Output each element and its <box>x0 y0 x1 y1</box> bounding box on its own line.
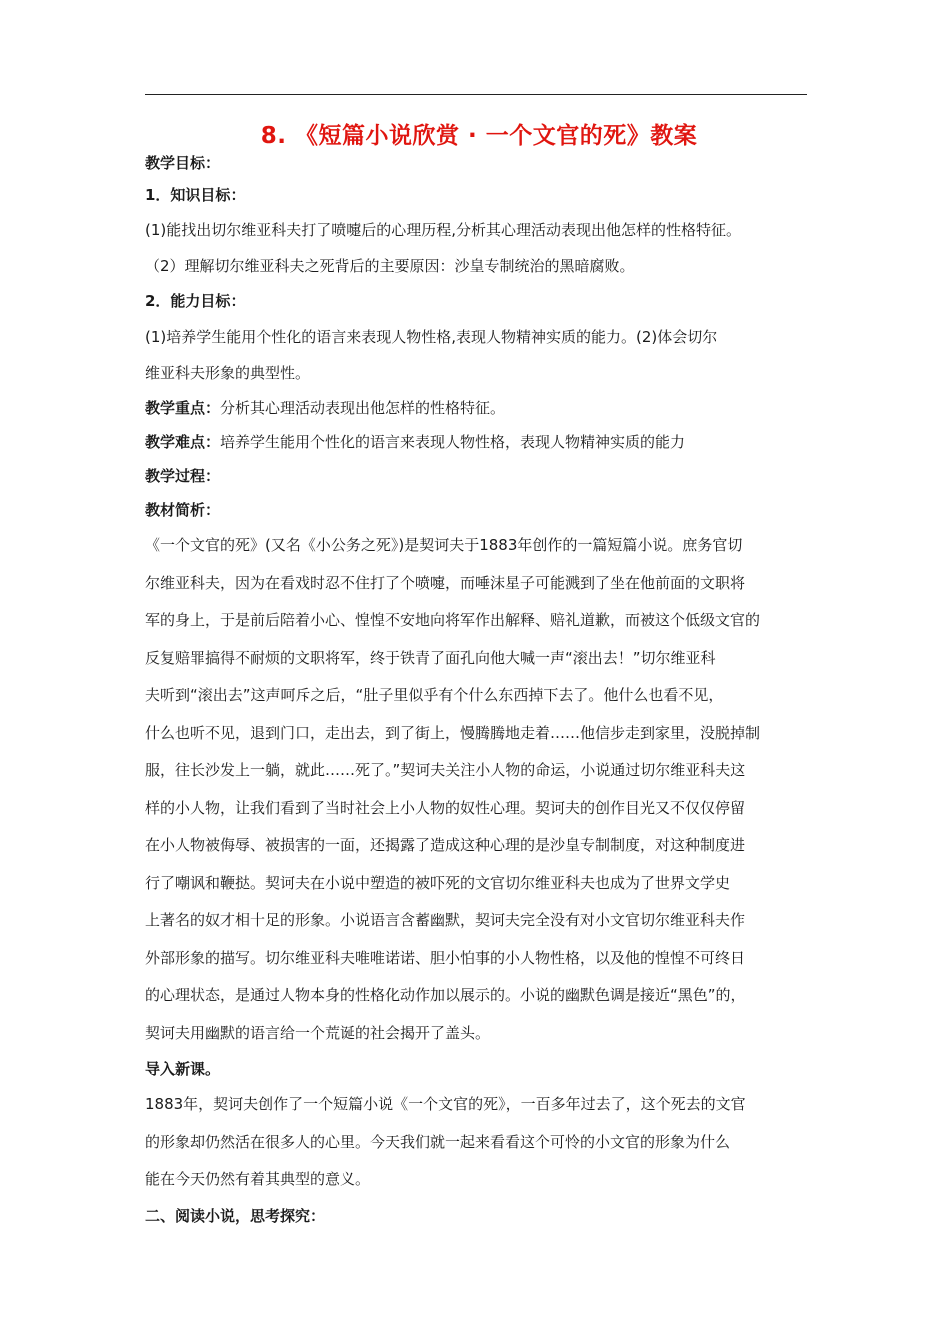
header-rule <box>145 94 807 95</box>
analysis-line: 上著名的奴才相十足的形象。小说语言含蓄幽默，契诃夫完全没有对小文官切尔维亚科夫作 <box>145 911 746 929</box>
knowledge-item-1: (1)能找出切尔维亚科夫打了喷嚏后的心理历程,分析其心理活动表现出他怎样的性格特征。 <box>145 221 742 239</box>
knowledge-item-2: （2）理解切尔维亚科夫之死背后的主要原因：沙皇专制统治的黑暗腐败。 <box>145 257 635 275</box>
analysis-line: 样的小人物，让我们看到了当时社会上小人物的奴性心理。契诃夫的创作目光又不仅仅停留 <box>145 798 746 817</box>
intro-paragraph <box>145 1086 813 1199</box>
knowledge-goals-heading: 1．知识目标： <box>145 186 246 204</box>
document-title: 8. 《短篇小说欣赏 · 一个文官的死》教案 <box>260 123 698 149</box>
analysis-line: 什么也听不见，退到门口，走出去，到了街上，慢腾腾地走着……他信步走到家里，没脱掉制 <box>145 723 761 742</box>
analysis-heading: 教材简析： <box>145 501 221 519</box>
analysis-line: 尔维亚科夫，因为在看戏时忍不住打了个喷嚏，而唾沫星子可能溅到了坐在他前面的文职将 <box>145 573 746 592</box>
analysis-paragraph <box>145 527 813 1052</box>
document-page <box>145 118 813 1233</box>
difficulty-text: 培养学生能用个性化的语言来表现人物性格，表现人物精神实质的能力 <box>220 433 686 451</box>
reading-heading: 二、阅读小说，思考探究： <box>145 1206 326 1225</box>
analysis-line: 服，往长沙发上一躺，就此……死了。”契诃夫关注小人物的命运，小说通过切尔维亚科夫这 <box>145 761 746 779</box>
ability-item-line-1: (1)培养学生能用个性化的语言来表现人物性格,表现人物精神实质的能力。(2)体会切尔 <box>145 328 718 346</box>
difficulty-label: 教学难点： <box>145 433 221 451</box>
analysis-line: 在小人物被侮辱、被损害的一面，还揭露了造成这种心理的是沙皇专制制度，对这种制度进 <box>145 836 746 854</box>
process-heading: 教学过程： <box>145 467 221 485</box>
teaching-goals-heading: 教学目标： <box>145 154 221 172</box>
intro-line: 能在今天仍然有着其典型的意义。 <box>145 1170 371 1188</box>
analysis-line: 反复赔罪搞得不耐烦的文职将军，终于铁青了面孔向他大喊一声“滚出去！”切尔维亚科 <box>145 648 716 667</box>
analysis-line: 夫听到“滚出去”这声呵斥之后，“肚子里似乎有个什么东西掉下去了。他什么也看不见， <box>145 686 724 704</box>
analysis-line: 的心理状态，是通过人物本身的性格化动作加以展示的。小说的幽默色调是接近“黑色”的， <box>145 986 746 1004</box>
key-point-text: 分析其心理活动表现出他怎样的性格特征。 <box>220 399 506 417</box>
intro-line: 的形象却仍然活在很多人的心里。今天我们就一起来看看这个可怜的小文官的形象为什么 <box>145 1132 731 1151</box>
analysis-line: 军的身上，于是前后陪着小心、惶惶不安地向将军作出解释、赔礼道歉，而被这个低级文官的 <box>145 611 761 629</box>
analysis-line: 《一个文官的死》(又名《小公务之死》)是契诃夫于1883年创作的一篇短篇小说。庶务官切 <box>145 536 743 554</box>
key-point <box>145 391 813 425</box>
difficulty <box>145 425 813 459</box>
intro-heading: 导入新课。 <box>145 1060 221 1078</box>
intro-line: 1883年，契诃夫创作了一个短篇小说《一个文官的死》，一百多年过去了，这个死去的文官 <box>145 1095 746 1113</box>
ability-item-line-2: 维亚科夫形象的典型性。 <box>145 364 311 382</box>
analysis-line: 行了嘲讽和鞭挞。契诃夫在小说中塑造的被吓死的文官切尔维亚科夫也成为了世界文学史 <box>145 873 731 892</box>
ability-goals-heading: 2．能力目标： <box>145 292 246 310</box>
key-point-label: 教学重点： <box>145 399 221 417</box>
analysis-line: 契诃夫用幽默的语言给一个荒诞的社会揭开了盖头。 <box>145 1023 491 1042</box>
analysis-line: 外部形象的描写。切尔维亚科夫唯唯诺诺、胆小怕事的小人物性格，以及他的惶惶不可终日 <box>145 948 746 967</box>
